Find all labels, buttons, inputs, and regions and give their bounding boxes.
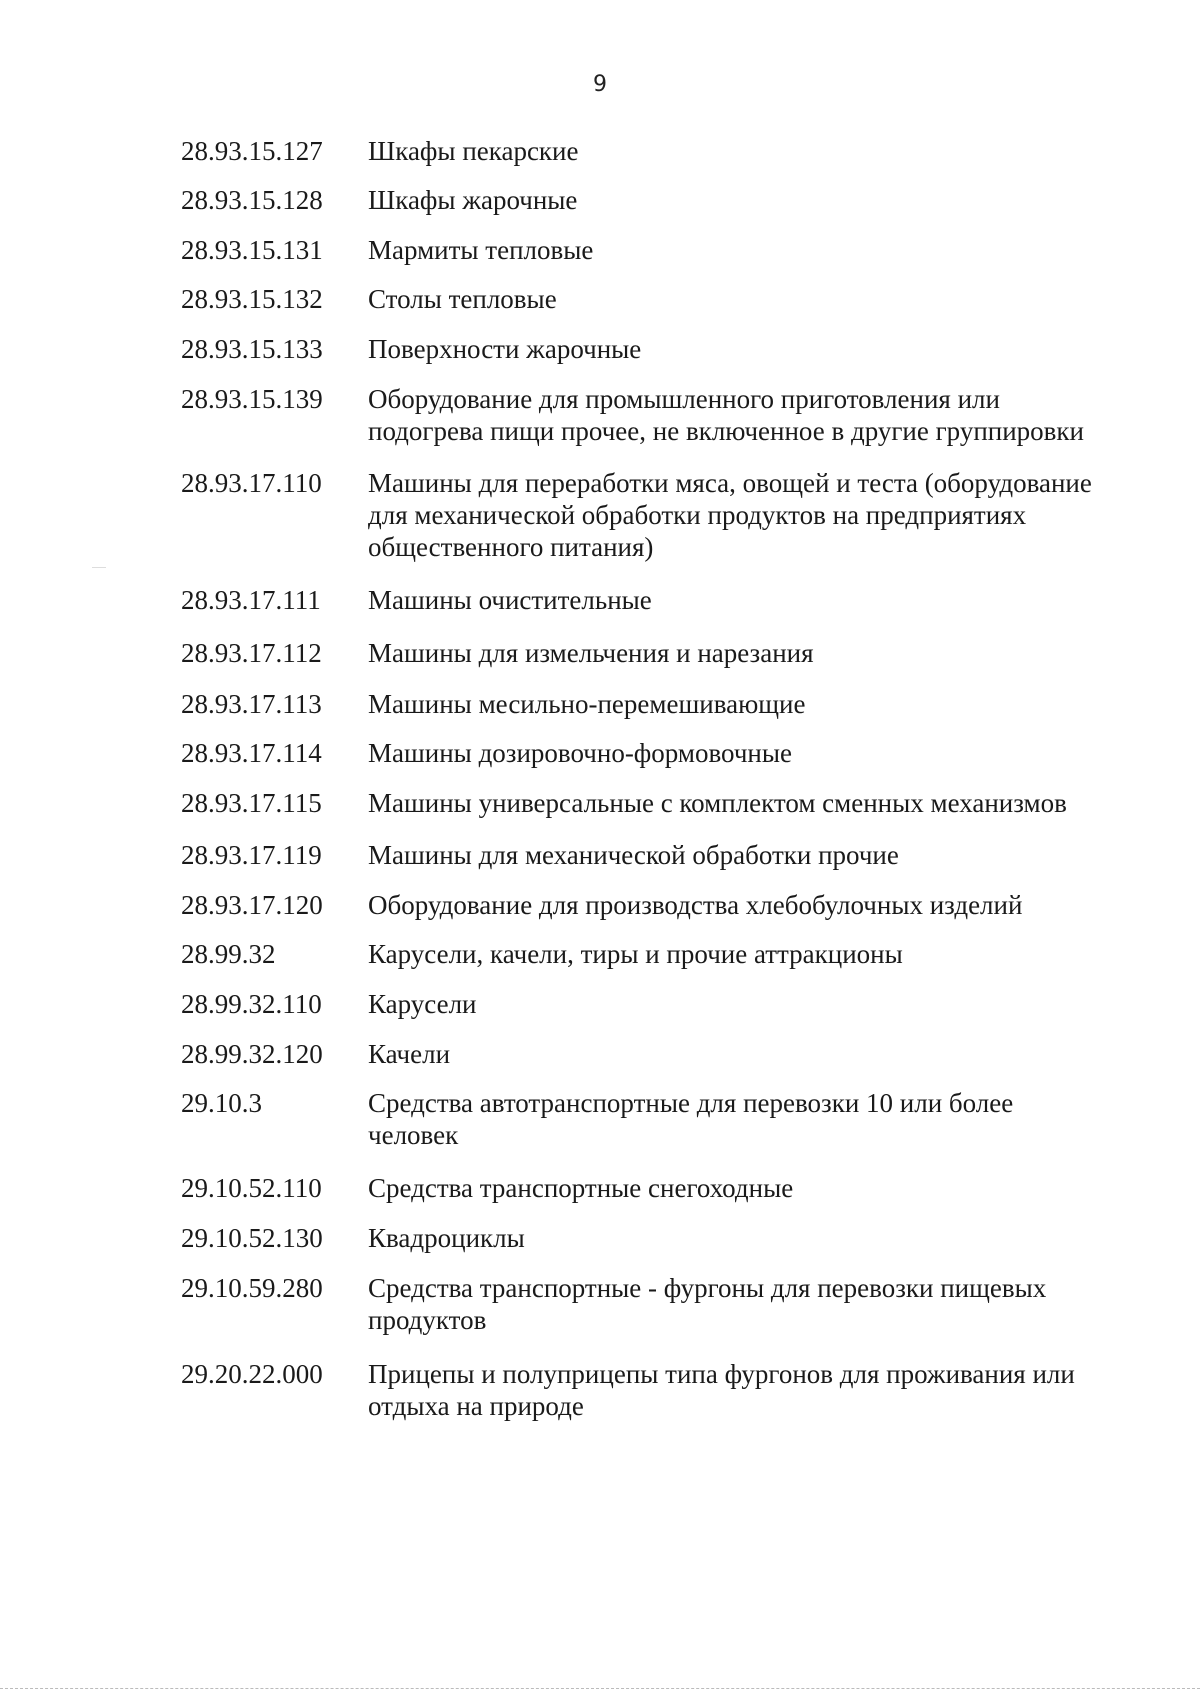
list-item xyxy=(181,1272,1101,1336)
list-item xyxy=(181,383,1101,447)
list-item xyxy=(181,787,1101,819)
list-item xyxy=(181,988,1101,1020)
item-code: 28.99.32.110 xyxy=(181,989,322,1019)
item-description: Прицепы и полуприцепы типа фургонов для проживания или отдыха на природе xyxy=(368,1359,1075,1421)
list-item xyxy=(181,1172,1101,1204)
item-description: Машины для измельчения и нарезания xyxy=(368,638,814,668)
list-item xyxy=(181,584,1101,616)
list-item xyxy=(181,184,1101,216)
item-description: Средства автотранспортные для перевозки 10 или более человек xyxy=(368,1088,1014,1150)
list-item xyxy=(181,637,1101,669)
item-description: Средства транспортные - фургоны для перевозки пищевых продуктов xyxy=(368,1273,1047,1335)
item-code: 28.93.17.114 xyxy=(181,738,322,768)
list-item xyxy=(181,333,1101,365)
list-item xyxy=(181,737,1101,769)
item-description: Шкафы жарочные xyxy=(368,185,578,215)
item-code: 28.93.17.110 xyxy=(181,468,322,498)
item-description: Машины универсальные с комплектом сменных механизмов xyxy=(368,788,1067,818)
list-item xyxy=(181,938,1101,970)
item-description: Машины дозировочно-формовочные xyxy=(368,738,792,768)
item-code: 29.10.52.110 xyxy=(181,1173,322,1203)
item-description: Качели xyxy=(368,1039,451,1069)
list-item xyxy=(181,1358,1101,1422)
item-code: 28.93.17.115 xyxy=(181,788,322,818)
list-item xyxy=(181,135,1101,167)
list-item xyxy=(181,1087,1101,1151)
item-description: Поверхности жарочные xyxy=(368,334,642,364)
item-code: 28.93.15.128 xyxy=(181,185,323,215)
item-code: 29.10.52.130 xyxy=(181,1223,323,1253)
list-item xyxy=(181,283,1101,315)
item-description: Средства транспортные снегоходные xyxy=(368,1173,794,1203)
item-code: 29.10.59.280 xyxy=(181,1273,323,1303)
item-code: 28.99.32 xyxy=(181,939,276,969)
item-description: Машины для механической обработки прочие xyxy=(368,840,899,870)
item-description: Мармиты тепловые xyxy=(368,235,594,265)
item-description: Машины очистительные xyxy=(368,585,652,615)
list-item xyxy=(181,839,1101,871)
item-description: Карусели, качели, тиры и прочие аттракционы xyxy=(368,939,903,969)
item-code: 28.93.15.139 xyxy=(181,384,323,414)
list-item xyxy=(181,889,1101,921)
item-code: 28.93.15.127 xyxy=(181,136,323,166)
list-item xyxy=(181,1222,1101,1254)
okpd-code-list xyxy=(181,135,1101,1422)
item-code: 28.93.15.133 xyxy=(181,334,323,364)
item-code: 28.93.15.131 xyxy=(181,235,323,265)
item-code: 28.93.17.113 xyxy=(181,689,322,719)
item-code: 28.93.17.111 xyxy=(181,585,321,615)
scan-margin-mark xyxy=(92,567,106,568)
list-item xyxy=(181,234,1101,266)
list-item xyxy=(181,467,1101,563)
item-description: Шкафы пекарские xyxy=(368,136,579,166)
item-description: Карусели xyxy=(368,989,477,1019)
item-description: Машины для переработки мяса, овощей и теста (оборудование для механической обработки продуктов на предприятиях общественного питания) xyxy=(368,468,1092,562)
item-code: 28.93.17.119 xyxy=(181,840,322,870)
list-item xyxy=(181,688,1101,720)
item-code: 29.20.22.000 xyxy=(181,1359,323,1389)
list-item xyxy=(181,1038,1101,1070)
item-code: 28.93.17.120 xyxy=(181,890,323,920)
item-description: Машины месильно-перемешивающие xyxy=(368,689,806,719)
item-code: 28.93.17.112 xyxy=(181,638,322,668)
item-code: 28.99.32.120 xyxy=(181,1039,323,1069)
item-code: 28.93.15.132 xyxy=(181,284,323,314)
item-description: Оборудование для промышленного приготовления или подогрева пищи прочее, не включенное в другие группировки xyxy=(368,384,1084,446)
item-code: 29.10.3 xyxy=(181,1088,262,1118)
scan-bottom-edge xyxy=(0,1688,1200,1689)
item-description: Квадроциклы xyxy=(368,1223,525,1253)
item-description: Столы тепловые xyxy=(368,284,557,314)
page-number: 9 xyxy=(593,72,607,97)
item-description: Оборудование для производства хлебобулочных изделий xyxy=(368,890,1023,920)
